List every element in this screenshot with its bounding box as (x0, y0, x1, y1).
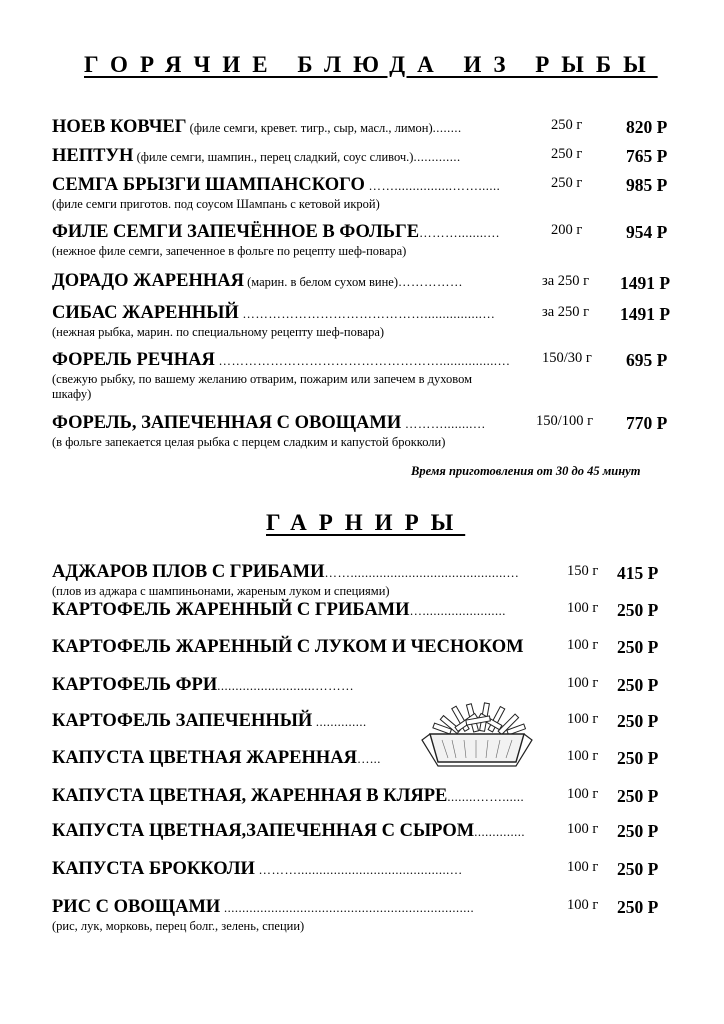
menu-item-name-line (52, 175, 500, 196)
menu-item-name: КАПУСТА БРОККОЛИ (52, 859, 255, 879)
menu-item-weight: 100 г (567, 711, 599, 727)
menu-item-price: 250 Р (617, 711, 659, 731)
leader-dots: ..................................................................... (220, 901, 475, 915)
menu-item-name-line (52, 675, 354, 696)
menu-item-weight: 200 г (551, 222, 583, 238)
menu-item-name: ФОРЕЛЬ РЕЧНАЯ (52, 350, 215, 370)
menu-item-price: 250 Р (617, 748, 659, 768)
menu-item-weight: за 250 г (542, 273, 590, 289)
menu-item-price: 820 Р (626, 117, 668, 137)
menu-item-name-line (52, 897, 474, 918)
menu-item-name-line (52, 562, 519, 583)
menu-item-name-line (52, 222, 500, 243)
menu-item-weight: 150 г (567, 563, 599, 579)
menu-item-weight: за 250 г (542, 304, 590, 320)
menu-item-name: ФИЛЕ СЕМГИ ЗАПЕЧЁННОЕ В ФОЛЬГЕ (52, 222, 420, 242)
leader-dots: …....................... (409, 604, 506, 618)
menu-item-price: 250 Р (617, 637, 659, 657)
menu-item-description: (рис, лук, морковь, перец болг., зелень, специи) (52, 919, 305, 933)
menu-item-weight: 100 г (567, 821, 599, 837)
menu-item-weight: 250 г (551, 117, 583, 133)
leader-dots: ………........… (419, 226, 501, 240)
menu-item-weight: 100 г (567, 786, 599, 802)
leader-dots: ……................……...... (364, 179, 501, 193)
menu-item-inline-desc: (филе семги, кревет. тигр., сыр, масл., лимон) (186, 121, 433, 135)
cooking-time-note: Время приготовления от 30 до 45 минут (411, 464, 641, 478)
menu-item-description: (нежная рыбка, марин. по специальному рецепту шеф-повара) (52, 325, 385, 339)
menu-item-description: (плов из аджара с шампиньонами, жареным луком и специями) (52, 584, 390, 598)
menu-item-name-line (52, 303, 495, 324)
leader-dots: …………… (398, 275, 463, 289)
menu-item-description: (нежное филе семги, запеченное в фольге по рецепту шеф-повара) (52, 244, 407, 258)
menu-item-name: КАПУСТА ЦВЕТНАЯ,ЗАПЕЧЕННАЯ С СЫРОМ (52, 821, 475, 841)
menu-item-name-line (52, 600, 506, 621)
leader-dots: ………..........................................… (254, 863, 463, 877)
menu-item-name: ДОРАДО ЖАРЕННАЯ (52, 271, 244, 291)
leader-dots: ……………………………………................… (238, 307, 496, 321)
leader-dots: .............. (474, 825, 525, 839)
menu-item-name-line (52, 748, 381, 769)
menu-item-price: 695 Р (626, 350, 668, 370)
menu-item-price: 770 Р (626, 413, 668, 433)
menu-item-inline-desc: (марин. в белом сухом вине) (243, 275, 398, 289)
menu-item-weight: 250 г (551, 175, 583, 191)
menu-item-name: КАПУСТА ЦВЕТНАЯ ЖАРЕННАЯ (52, 748, 357, 768)
menu-item-price: 250 Р (617, 786, 659, 806)
menu-item-description: (филе семги приготов. под соусом Шампань с кетовой икрой) (52, 197, 380, 211)
menu-item-price: 250 Р (617, 859, 659, 879)
leader-dots: ........……...... (447, 790, 525, 804)
menu-item-name: НЕПТУН (52, 146, 134, 166)
leader-dots: ……...........................................… (324, 566, 520, 580)
menu-item-name-line (52, 821, 525, 842)
leader-dots: ...........................……… (217, 679, 355, 693)
menu-item-weight: 100 г (567, 675, 599, 691)
menu-item-name: КАРТОФЕЛЬ ЖАРЕННЫЙ С ГРИБАМИ (52, 600, 410, 620)
menu-item-weight: 100 г (567, 600, 599, 616)
menu-item-name-line (52, 859, 463, 880)
leader-dots: .............. (312, 715, 367, 729)
menu-item-price: 985 Р (626, 175, 668, 195)
menu-item-weight: 100 г (567, 637, 599, 653)
menu-item-weight: 100 г (567, 748, 599, 764)
menu-item-name: КАРТОФЕЛЬ ЗАПЕЧЕННЫЙ (52, 711, 313, 731)
menu-item-name: КАРТОФЕЛЬ ЖАРЕННЫЙ С ЛУКОМ И ЧЕСНОКОМ (52, 637, 524, 657)
menu-item-name-line (52, 711, 367, 732)
menu-item-description: (в фольге запекается целая рыбка с перцем сладким и капустой брокколи) (52, 435, 446, 449)
french-fries-tray-icon (418, 700, 536, 772)
menu-item-name: НОЕВ КОВЧЕГ (52, 117, 187, 137)
menu-item-price: 250 Р (617, 675, 659, 695)
menu-item-name-line (52, 413, 486, 434)
menu-item-weight: 100 г (567, 897, 599, 913)
menu-item-price: 954 Р (626, 222, 668, 242)
menu-item-name-line (52, 786, 524, 807)
menu-item-price: 1491 Р (620, 273, 671, 293)
menu-item-name: СИБАС ЖАРЕННЫЙ (52, 303, 239, 323)
menu-item-name-line (52, 146, 461, 167)
section-title-fish: ГОРЯЧИЕ БЛЮДА ИЗ РЫБЫ (84, 52, 658, 77)
menu-item-name: ФОРЕЛЬ, ЗАПЕЧЕННАЯ С ОВОЩАМИ (52, 413, 402, 433)
menu-item-inline-desc: (филе семги, шампин., перец сладкий, соус сливоч.) (133, 150, 414, 164)
leader-dots: ........ (432, 121, 462, 135)
menu-item-price: 415 Р (617, 563, 659, 583)
menu-item-weight: 100 г (567, 859, 599, 875)
menu-item-price: 250 Р (617, 600, 659, 620)
menu-item-name: КАПУСТА ЦВЕТНАЯ, ЖАРЕННАЯ В КЛЯРЕ (52, 786, 448, 806)
menu-item-name-line (52, 637, 524, 658)
menu-item-price: 765 Р (626, 146, 668, 166)
menu-item-name: РИС С ОВОЩАМИ (52, 897, 221, 917)
menu-item-price: 1491 Р (620, 304, 671, 324)
menu-item-weight: 150/100 г (536, 413, 594, 429)
menu-item-name: КАРТОФЕЛЬ ФРИ (52, 675, 218, 695)
leader-dots: …... (356, 752, 381, 766)
menu-item-name-line (52, 271, 463, 292)
menu-item-price: 250 Р (617, 897, 659, 917)
leader-dots: ............. (413, 150, 461, 164)
menu-item-description: (свежую рыбку, по вашему желанию отварим, пожарим или запечем в духовом шкафу) (52, 372, 473, 401)
leader-dots: ………........… (401, 417, 486, 431)
menu-item-weight: 150/30 г (542, 350, 592, 366)
section-title-garnish: ГАРНИРЫ (266, 510, 466, 535)
menu-item-price: 250 Р (617, 821, 659, 841)
menu-item-name: АДЖАРОВ ПЛОВ С ГРИБАМИ (52, 562, 325, 582)
leader-dots: ……………………………………………................… (214, 354, 511, 368)
menu-item-name-line (52, 350, 511, 371)
menu-item-weight: 250 г (551, 146, 583, 162)
menu-item-name: СЕМГА БРЫЗГИ ШАМПАНСКОГО (52, 175, 365, 195)
menu-item-name-line (52, 117, 462, 138)
